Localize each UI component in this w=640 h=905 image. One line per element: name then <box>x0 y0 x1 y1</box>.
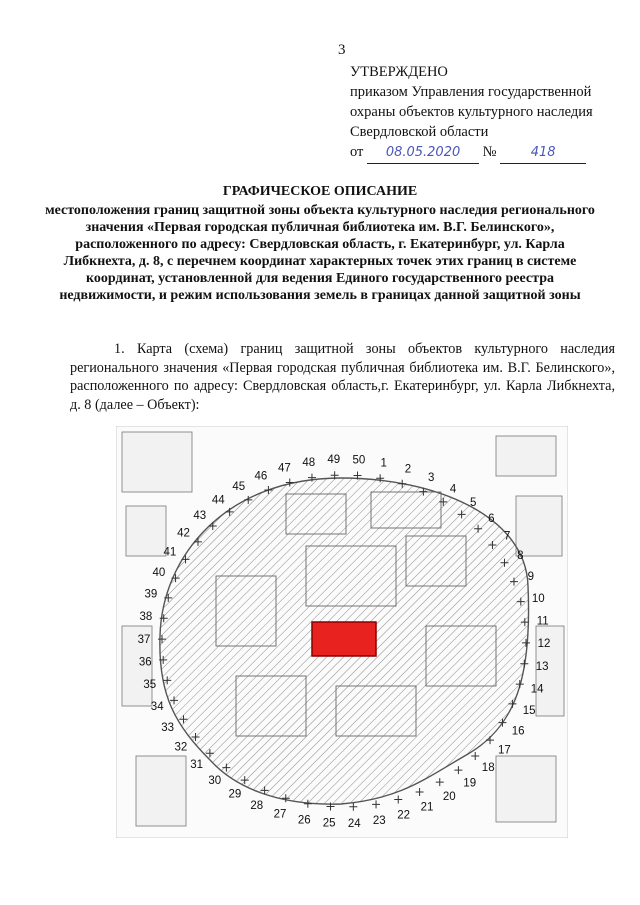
boundary-point-label: 11 <box>536 615 549 628</box>
boundary-point-label: 25 <box>322 817 336 830</box>
boundary-map-svg <box>116 426 568 838</box>
approval-line-1: приказом Управления государственной <box>350 84 592 100</box>
boundary-point-label: 24 <box>347 817 361 830</box>
boundary-point-label: 46 <box>254 470 268 483</box>
page-number: 3 <box>338 42 346 58</box>
boundary-point-label: 9 <box>527 570 534 583</box>
boundary-point-label: 3 <box>428 472 435 485</box>
boundary-point-label: 37 <box>137 633 151 646</box>
boundary-point-label: 10 <box>531 592 545 605</box>
boundary-point-label: 4 <box>449 483 457 496</box>
from-label: от <box>350 144 364 160</box>
boundary-point-label: 8 <box>517 550 524 563</box>
heading-subtitle: местоположения границ защитной зоны объекта культурного наследия регионального значения «Первая городская публичная библиотека им. В.Г. Белинского», расположенного по адресу: Свердловская область, г. Екатеринбург, ул. Карла Либкнехта, д. 8, с перечнем координат характерных точек этих границ в системе координат, установленной для ведения Единого государственного реестра недвижимости, и режим использования земель в границах данной защитной зоны <box>45 203 595 303</box>
boundary-point-label: 19 <box>463 777 477 790</box>
boundary-point-label: 15 <box>522 704 536 717</box>
boundary-point-label: 50 <box>352 454 366 467</box>
boundary-point-label: 18 <box>481 762 495 775</box>
boundary-point-label: 43 <box>193 509 207 522</box>
boundary-point-label: 26 <box>297 814 311 827</box>
approval-date: 08.05.2020 <box>367 143 479 164</box>
boundary-point-label: 29 <box>228 788 242 801</box>
boundary-point-label: 20 <box>442 790 456 803</box>
map-intro-paragraph <box>70 340 615 414</box>
document-heading <box>40 183 600 304</box>
boundary-point-label: 21 <box>420 801 434 814</box>
approval-date-line <box>350 142 593 164</box>
boundary-point-label: 45 <box>232 481 246 494</box>
boundary-point-label: 22 <box>397 809 411 822</box>
boundary-point-label: 27 <box>273 808 287 821</box>
boundary-point-label: 49 <box>327 454 341 467</box>
heritage-object <box>312 622 376 656</box>
boundary-point-label: 13 <box>535 660 549 673</box>
boundary-point-label: 42 <box>177 527 190 540</box>
boundary-point-label: 33 <box>161 721 175 734</box>
boundary-point-label: 40 <box>152 567 166 580</box>
boundary-point-label: 16 <box>511 725 525 738</box>
approval-block <box>350 62 593 164</box>
boundary-point-label: 17 <box>498 744 511 757</box>
boundary-point-label: 7 <box>503 530 511 543</box>
boundary-point-label: 14 <box>530 683 544 696</box>
number-label: № <box>482 144 497 160</box>
approval-line-2: охраны объектов культурного наследия <box>350 104 593 120</box>
boundary-point-label: 31 <box>190 759 204 772</box>
boundary-point-label: 32 <box>174 741 188 754</box>
approval-line-3: Свердловской области <box>350 124 489 140</box>
boundary-point-label: 41 <box>163 546 177 559</box>
heading-title: ГРАФИЧЕСКОЕ ОПИСАНИЕ <box>222 184 418 199</box>
boundary-point-label: 5 <box>470 497 477 510</box>
boundary-point-label: 1 <box>380 457 387 470</box>
boundary-point-label: 36 <box>138 656 152 669</box>
boundary-point-label: 34 <box>150 701 164 714</box>
boundary-point-label: 48 <box>302 456 316 469</box>
boundary-point-label: 12 <box>537 638 551 651</box>
boundary-point-label: 35 <box>143 679 157 692</box>
approval-title: УТВЕРЖДЕНО <box>350 64 448 80</box>
approval-number: 418 <box>500 143 586 164</box>
paragraph-text: 1. Карта (схема) границ защитной зоны объектов культурного наследия регионального значения «Первая городская публичная библиотека им. В.Г. Белинского», расположенного по адресу: Свердловская область,г. Екатеринбург, ул. Карла Либкнехта, д. 8 (далее – Объект): <box>70 341 615 413</box>
boundary-point-label: 39 <box>144 588 158 601</box>
boundary-point-label: 44 <box>211 494 225 507</box>
boundary-point-label: 2 <box>404 463 412 476</box>
boundary-point-label: 23 <box>372 815 386 828</box>
boundary-map <box>116 426 568 838</box>
boundary-point-label: 38 <box>139 611 153 624</box>
boundary-point-label: 47 <box>277 462 291 475</box>
boundary-point-label: 6 <box>488 512 495 525</box>
boundary-point-label: 30 <box>208 774 222 787</box>
boundary-point-label: 28 <box>250 799 264 812</box>
